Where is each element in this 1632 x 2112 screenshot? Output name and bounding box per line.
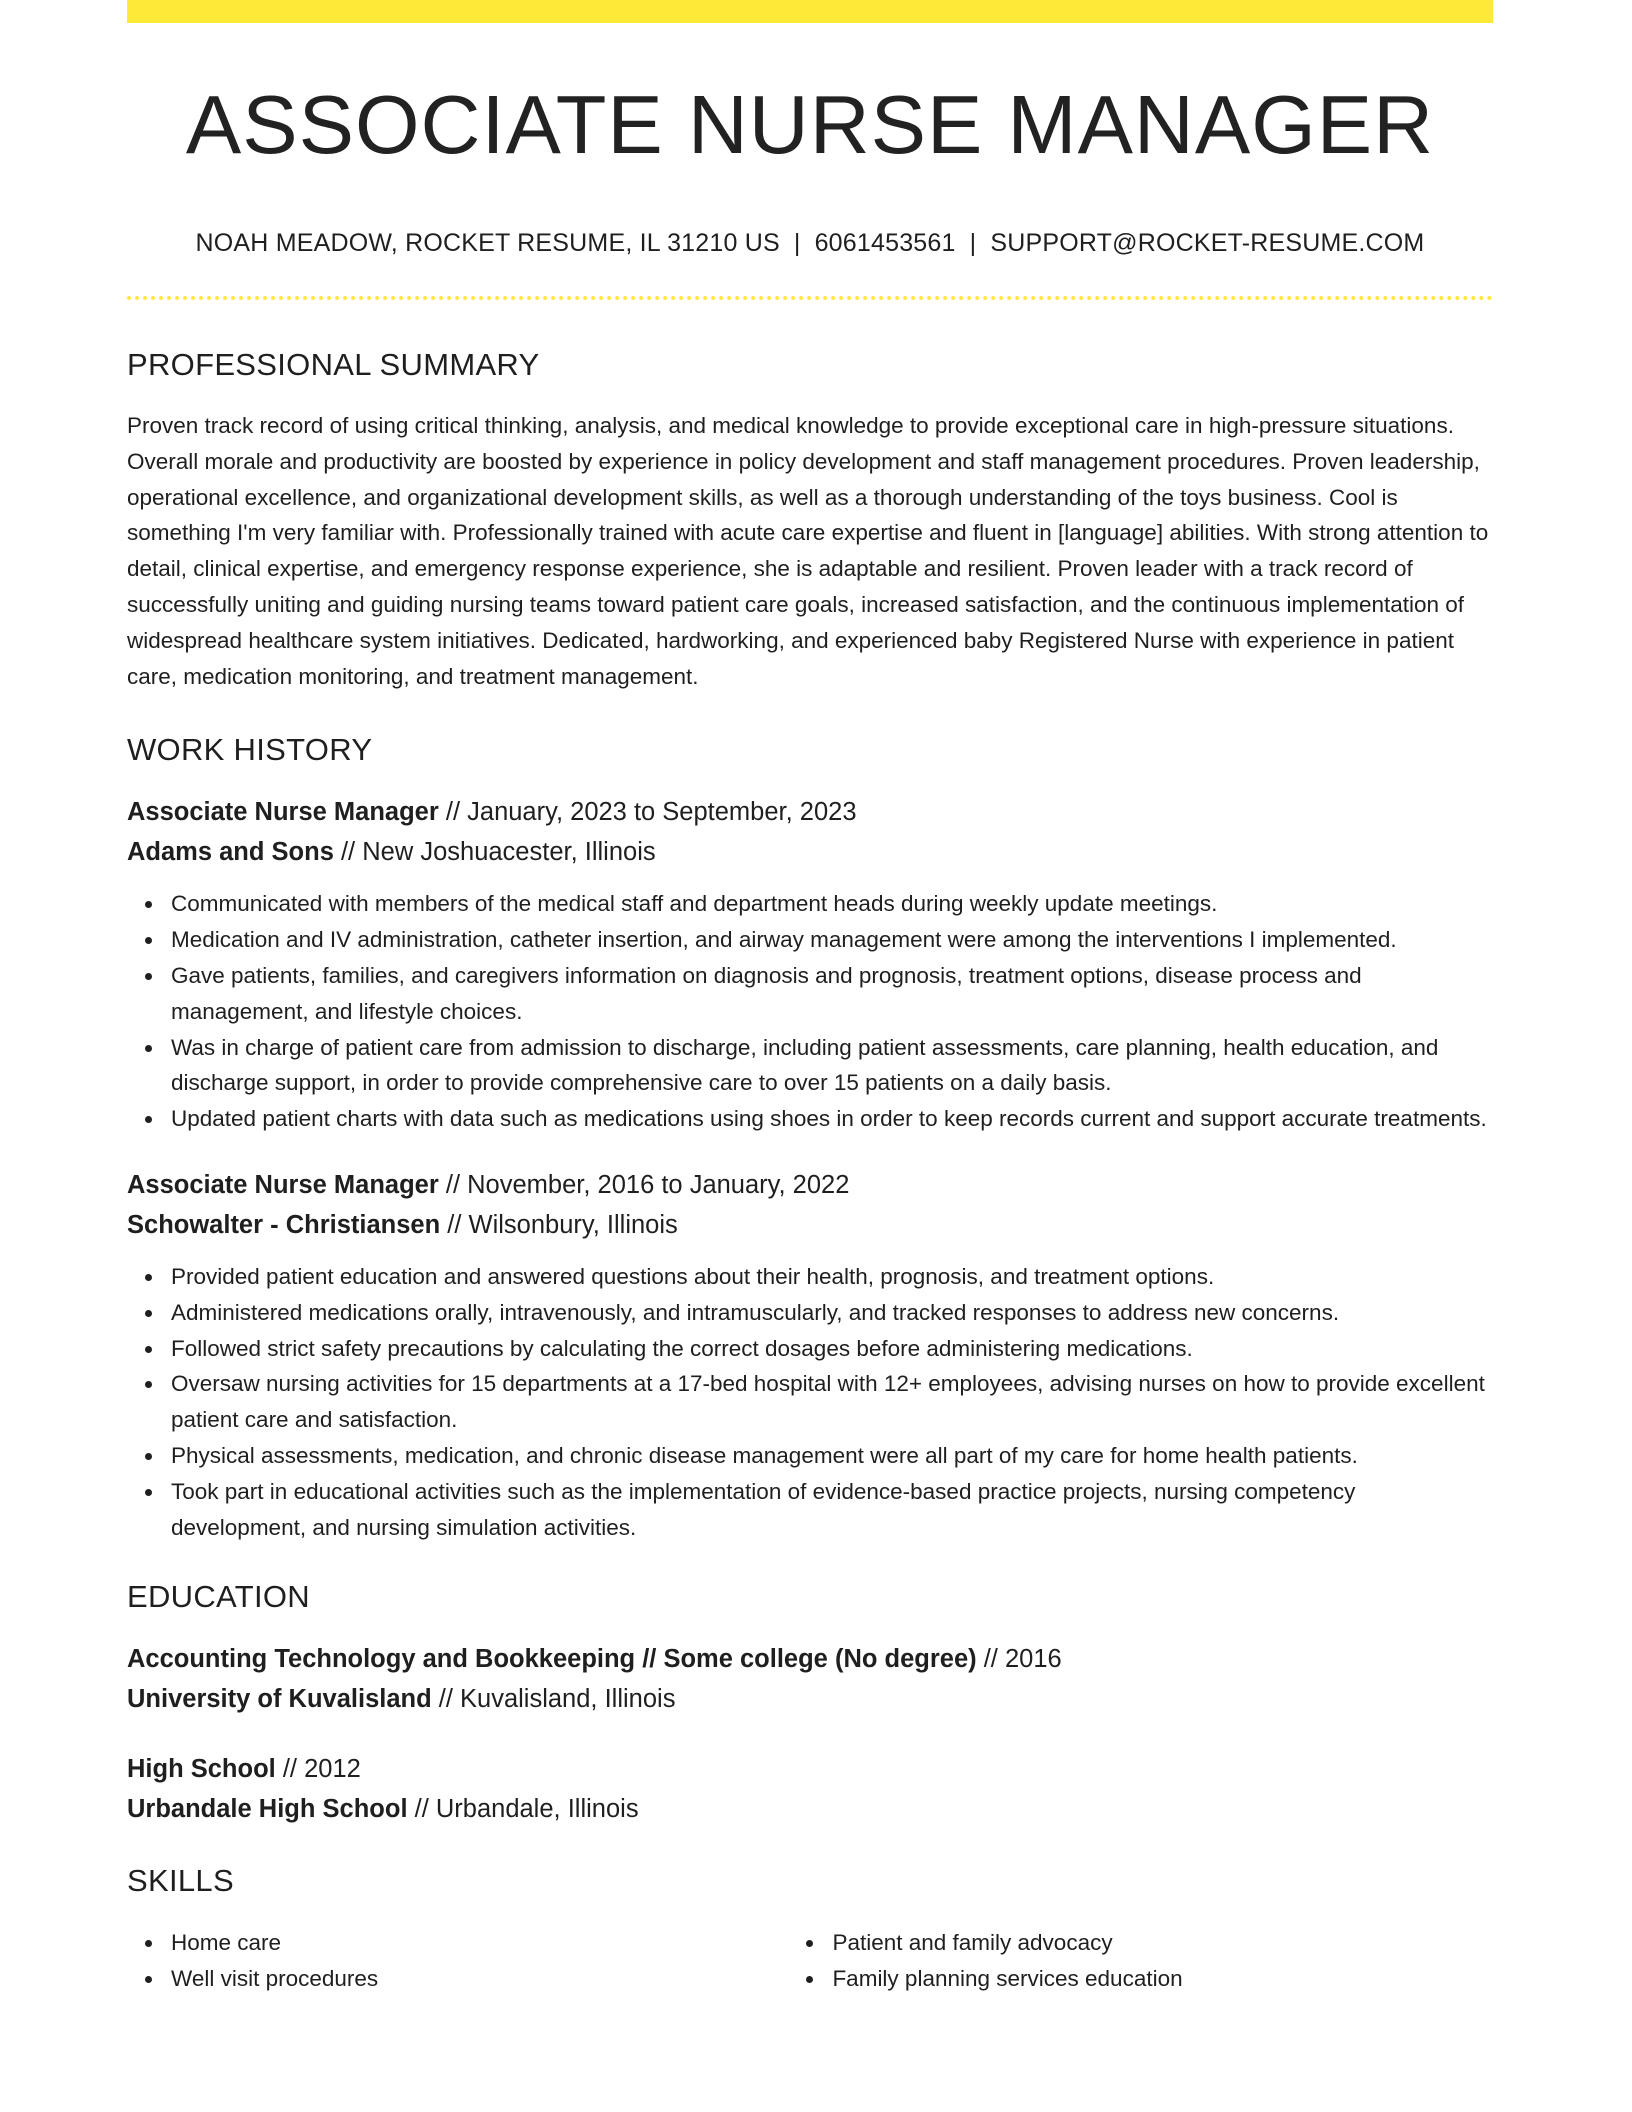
- list-item: Was in charge of patient care from admission to discharge, including patient assessments, care planning, health education, and discharge support, in order to provide comprehensive care to over 15 patients on a daily basis.: [171, 1030, 1493, 1102]
- job-company: Adams and Sons: [127, 838, 334, 867]
- education-school: University of Kuvalisland: [127, 1685, 432, 1714]
- contact-address: NOAH MEADOW, ROCKET RESUME, IL 31210 US: [195, 229, 780, 257]
- contact-line: [127, 228, 1493, 258]
- job-dates: // January, 2023 to September, 2023: [438, 798, 857, 827]
- education-year: // 2012: [275, 1755, 361, 1784]
- job-bullets: [127, 886, 1493, 1137]
- education-degree: Accounting Technology and Bookkeeping // Some college (No degree): [127, 1645, 977, 1674]
- skills-columns: [127, 1925, 1493, 1997]
- job-title-line: [127, 1165, 1493, 1205]
- job-company-line: [127, 1205, 1493, 1245]
- contact-separator: |: [793, 229, 801, 257]
- job-bullets: [127, 1259, 1493, 1545]
- job-entry: [127, 1165, 1493, 1545]
- job-title-line: [127, 792, 1493, 832]
- education-heading: EDUCATION: [127, 1579, 310, 1615]
- list-item: Communicated with members of the medical staff and department heads during weekly update meetings.: [171, 886, 1493, 922]
- education-entry: [127, 1749, 1493, 1829]
- top-accent-bar: [127, 0, 1493, 23]
- skills-left-column: [127, 1925, 788, 1997]
- list-item: Gave patients, families, and caregivers information on diagnosis and prognosis, treatment options, disease process and management, and lifestyle choices.: [171, 958, 1493, 1030]
- education-entry: [127, 1639, 1493, 1719]
- skills-right-column: [788, 1925, 1493, 1997]
- education-school-line: [127, 1679, 1493, 1719]
- education-school-line: [127, 1789, 1493, 1829]
- dotted-divider: [127, 296, 1493, 300]
- list-item: Physical assessments, medication, and chronic disease management were all part of my care for home health patients.: [171, 1438, 1493, 1474]
- summary-text: Proven track record of using critical thinking, analysis, and medical knowledge to provide exceptional care in high-pressure situations. Overall morale and productivity are boosted by experience in policy development and staff management procedures. Proven leadership, operational excellence, and organizational development skills, as well as a thorough understanding of the toys business. Cool is something I'm very familiar with. Professionally trained with acute care expertise and fluent in [language] abilities. With strong attention to detail, clinical expertise, and emergency response experience, she is adaptable and resilient. Proven leader with a track record of successfully uniting and guiding nursing teams toward patient care goals, increased satisfaction, and the continuous implementation of widespread healthcare system initiatives. Dedicated, hardworking, and experienced baby Registered Nurse with experience in patient care, medication monitoring, and treatment management.: [127, 413, 1489, 689]
- job-company: Schowalter - Christiansen: [127, 1210, 441, 1239]
- contact-phone: 6061453561: [814, 229, 956, 257]
- skill-item: Home care: [171, 1925, 788, 1961]
- education-degree-line: [127, 1749, 1493, 1789]
- list-item: Followed strict safety precautions by calculating the correct dosages before administering medications.: [171, 1331, 1493, 1367]
- work-history-heading: WORK HISTORY: [127, 732, 373, 768]
- skills-heading: SKILLS: [127, 1863, 234, 1899]
- summary-heading: PROFESSIONAL SUMMARY: [127, 347, 540, 382]
- job-title: Associate Nurse Manager: [127, 1170, 439, 1199]
- job-title: Associate Nurse Manager: [127, 798, 439, 827]
- education-location: // Urbandale, Illinois: [407, 1795, 639, 1824]
- education-school: Urbandale High School: [127, 1795, 408, 1824]
- job-location: // Wilsonbury, Illinois: [440, 1210, 678, 1239]
- resume-page: [127, 0, 1493, 1997]
- skill-item: Well visit procedures: [171, 1961, 788, 1997]
- job-location: // New Joshuacester, Illinois: [333, 838, 656, 867]
- contact-email: SUPPORT@ROCKET-RESUME.COM: [990, 229, 1425, 257]
- resume-title: ASSOCIATE NURSE MANAGER: [185, 78, 1435, 171]
- list-item: Updated patient charts with data such as medications using shoes in order to keep records current and support accurate treatments.: [171, 1101, 1493, 1137]
- education-degree-line: [127, 1639, 1493, 1679]
- list-item: Provided patient education and answered questions about their health, prognosis, and treatment options.: [171, 1259, 1493, 1295]
- list-item: Oversaw nursing activities for 15 departments at a 17-bed hospital with 12+ employees, advising nurses on how to provide excellent patient care and satisfaction.: [171, 1366, 1493, 1438]
- job-dates: // November, 2016 to January, 2022: [438, 1170, 850, 1199]
- skill-item: Patient and family advocacy: [832, 1925, 1493, 1961]
- education-location: // Kuvalisland, Illinois: [431, 1685, 676, 1714]
- education-year: // 2016: [976, 1645, 1062, 1674]
- contact-separator: |: [969, 229, 977, 257]
- list-item: Administered medications orally, intravenously, and intramuscularly, and tracked responses to address new concerns.: [171, 1295, 1493, 1331]
- job-entry: [127, 792, 1493, 1137]
- job-company-line: [127, 832, 1493, 872]
- list-item: Medication and IV administration, catheter insertion, and airway management were among the interventions I implemented.: [171, 922, 1493, 958]
- list-item: Took part in educational activities such as the implementation of evidence-based practice projects, nursing competency development, and nursing simulation activities.: [171, 1474, 1493, 1546]
- skill-item: Family planning services education: [832, 1961, 1493, 1997]
- education-degree: High School: [127, 1755, 276, 1784]
